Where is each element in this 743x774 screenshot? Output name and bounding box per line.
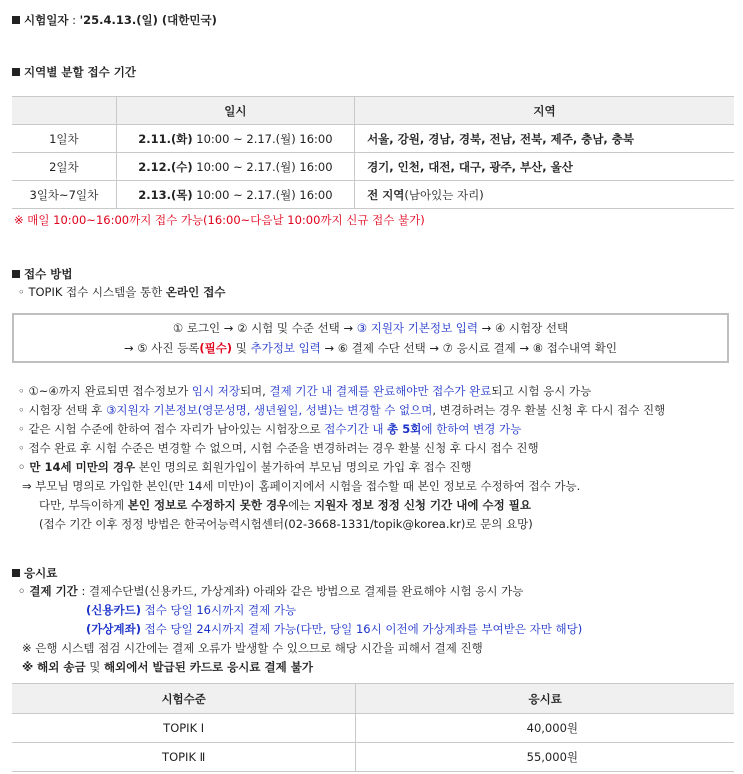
table-row	[12, 181, 734, 209]
region-list: 전 지역	[367, 187, 405, 202]
flow-step-3: ③ 지원자 기본정보 입력	[356, 321, 479, 335]
level-cell: TOPIK Ⅱ	[12, 743, 356, 772]
day-cell: 3일차~7일차	[12, 181, 116, 209]
region-list: 경기, 인천, 대전, 대구, 광주, 부산, 울산	[367, 159, 573, 174]
flow-steps-6-8: → ⑥ 결제 수단 선택 → ⑦ 응시료 결제 → ⑧ 접수내역 확인	[320, 341, 618, 355]
regional-title	[12, 64, 136, 80]
bullet-square-icon	[12, 569, 20, 577]
bullet-text: 본인 명의로 회원가입이 불가하여 부모님 명의로 가입 후 접수 진행	[135, 460, 472, 474]
table-row	[12, 125, 734, 153]
bullet-text: ◦ 시험장 선택 후	[18, 403, 107, 417]
bullet-bold: 본인 정보로 수정하지 못한 경우	[127, 498, 289, 512]
fee-title	[12, 565, 57, 581]
credit-card-label: (신용카드)	[86, 603, 141, 617]
bullet-highlight: 결제 기간 내 결제를 완료해야만 접수가 완료	[269, 384, 492, 398]
date-range: 10:00 ~ 2.17.(월) 16:00	[192, 131, 333, 146]
table-row	[12, 714, 734, 743]
method-title-text: 접수 방법	[24, 267, 73, 281]
overseas-not-allowed: 응시료 결제 불가	[223, 660, 313, 674]
date-start: 2.12.(수)	[138, 159, 193, 174]
fee-credit-card	[86, 602, 296, 618]
table-row	[12, 743, 734, 772]
table-row	[12, 153, 734, 181]
fee-title-text: 응시료	[24, 566, 58, 580]
bullet-bold: ◦ 만 14세 미만의 경우	[18, 460, 136, 474]
date-cell	[116, 181, 354, 209]
process-flow-line-2	[14, 340, 727, 356]
method-bullet-3	[18, 421, 521, 437]
date-range: 10:00 ~ 2.17.(월) 16:00	[192, 187, 333, 202]
level-cell: TOPIK Ⅰ	[12, 714, 356, 743]
bullet-text: ◦ 같은 시험 수준에 한하여 접수 자리가 남아있는 시험장으로	[18, 422, 325, 436]
region-note: (남아있는 자리)	[404, 187, 484, 202]
overseas-and: 및	[85, 660, 105, 674]
bullet-highlight: 에 한하여 변경 가능	[421, 422, 522, 436]
exam-date	[12, 12, 217, 28]
bullet-highlight: 접수기간 내	[324, 422, 388, 436]
method-bullet-1	[18, 383, 591, 399]
bullet-highlight: ③지원자 기본정보(영문성명, 생년월일, 성별)는 변경할 수 없으며	[106, 403, 433, 417]
regional-header-blank	[12, 97, 116, 125]
method-bullet-6: ⇒ 부모님 명의로 가입한 본인(만 14세 미만)이 홈페이지에서 시험을 접수할 때 본인 정보로 수정하여 접수 가능.	[22, 479, 581, 493]
bullet-text: ◦ ①~④까지 완료되면 접수정보가	[18, 384, 192, 398]
bullet-square-icon	[12, 68, 20, 76]
overseas-card: 해외에서 발급된 카드로	[104, 660, 224, 674]
process-flow-box	[12, 313, 729, 363]
fee-bank-note: ※ 은행 시스템 점검 시간에는 결제 오류가 발생할 수 있으므로 해당 시간을 피해서 결제 진행	[22, 641, 483, 655]
day-cell: 2일차	[12, 153, 116, 181]
flow-and: 및	[232, 341, 251, 355]
flow-steps-1-2: ① 로그인 → ② 시험 및 수준 선택 →	[172, 321, 357, 335]
flow-required: (필수)	[199, 341, 233, 355]
fee-overseas-note	[22, 659, 313, 675]
flow-step-5: → ⑤ 사진 등록	[123, 341, 200, 355]
method-bullet-8: (접수 기간 이후 정정 방법은 한국어능력시험센터(02-3668-1331/topik@korea.kr)로 문의 요망)	[39, 517, 533, 531]
bullet-text: 다만, 부득이하게	[39, 498, 128, 512]
exam-date-sep: :	[68, 13, 80, 27]
regional-table	[12, 96, 734, 209]
flow-additional-info: 추가정보 입력	[250, 341, 321, 355]
regional-note: ※ 매일 10:00~16:00까지 접수 가능(16:00~다음날 10:00까지 신규 접수 불가)	[14, 213, 425, 227]
bullet-highlight: 임시 저장	[191, 384, 240, 398]
bullet-text: 되고 시험 응시 가능	[491, 384, 592, 398]
bullet-bold: 지원자 정보 정정 신청 기간 내에 수정 필요	[314, 498, 531, 512]
fee-header-level: 시험수준	[12, 684, 356, 714]
bullet-highlight-bold: 총 5회	[387, 422, 422, 436]
day-cell: 1일차	[12, 125, 116, 153]
bullet-text: 에는	[288, 498, 315, 512]
method-intro-text: ◦ TOPIK 접수 시스템을 통한	[18, 285, 166, 299]
regional-header-region: 지역	[355, 97, 734, 125]
region-cell	[355, 181, 734, 209]
fee-header-amount: 응시료	[356, 684, 734, 714]
exam-date-label: 시험일자	[24, 13, 69, 27]
method-intro	[18, 284, 225, 300]
fee-period-text: : 결제수단별(신용카드, 가상계좌) 아래와 같은 방법으로 결제를 완료해야 시험 응시 가능	[77, 584, 524, 598]
date-range: 10:00 ~ 2.17.(월) 16:00	[192, 159, 333, 174]
region-cell	[355, 153, 734, 181]
method-bullet-7	[39, 497, 531, 513]
flow-step-4: → ④ 시험장 선택	[478, 321, 569, 335]
fee-cell: 55,000원	[356, 743, 734, 772]
bullet-square-icon	[12, 270, 20, 278]
regional-header-datetime: 일시	[116, 97, 354, 125]
fee-period	[18, 583, 523, 599]
regional-title-text: 지역별 분할 접수 기간	[24, 65, 136, 79]
virtual-account-text: 접수 당일 24시까지 결제 가능(다만, 당일 16시 이전에 가상계좌를 부여받은 자만 해당)	[140, 622, 583, 636]
overseas-remit: ※ 해외 송금	[22, 660, 86, 674]
process-flow-line-1	[14, 320, 727, 336]
method-bullet-4: ◦ 접수 완료 후 시험 수준은 변경할 수 없으며, 시험 수준을 변경하려는 경우 환불 신청 후 다시 접수 진행	[18, 441, 539, 455]
method-intro-bold: 온라인 접수	[165, 285, 226, 299]
fee-cell: 40,000원	[356, 714, 734, 743]
credit-card-text: 접수 당일 16시까지 결제 가능	[140, 603, 297, 617]
method-bullet-2	[18, 402, 665, 418]
date-start: 2.11.(화)	[138, 131, 193, 146]
bullet-text: , 변경하려는 경우 환불 신청 후 다시 접수 진행	[432, 403, 666, 417]
region-cell	[355, 125, 734, 153]
virtual-account-label: (가상계좌)	[86, 622, 141, 636]
date-cell	[116, 125, 354, 153]
method-bullet-5	[18, 459, 472, 475]
bullet-square-icon	[12, 16, 20, 24]
method-title	[12, 266, 72, 282]
fee-table	[12, 683, 734, 772]
date-cell	[116, 153, 354, 181]
fee-virtual-account	[86, 621, 582, 637]
bullet-text: 되며,	[239, 384, 270, 398]
fee-period-label: ◦ 결제 기간	[18, 584, 78, 598]
region-list: 서울, 강원, 경남, 경북, 전남, 전북, 제주, 충남, 충북	[367, 131, 635, 146]
exam-date-value: '25.4.13.(일) (대한민국)	[79, 13, 217, 27]
date-start: 2.13.(목)	[138, 187, 193, 202]
